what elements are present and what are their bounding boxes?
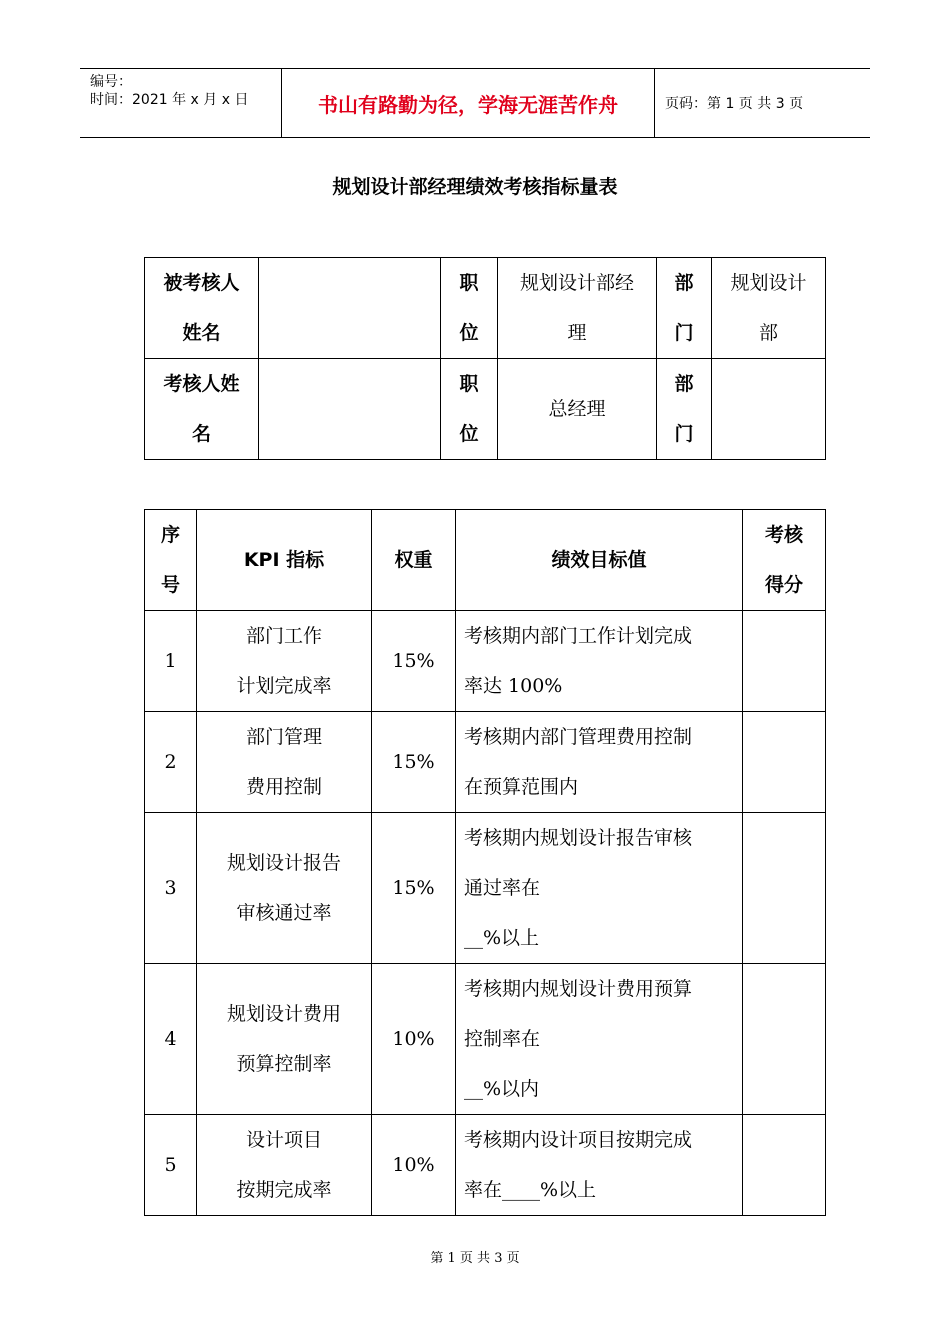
target-cell: 考核期内部门管理费用控制 在预算范围内 (456, 712, 743, 813)
kpi-cell: 规划设计费用 预算控制率 (197, 964, 372, 1115)
table-row (145, 964, 826, 1115)
document-header (80, 68, 870, 138)
label-cell: 被考核人 姓名 (145, 258, 259, 359)
weight-cell: 15% (372, 611, 456, 712)
kpi-cell: 规划设计报告 审核通过率 (197, 813, 372, 964)
seq-cell: 1 (145, 611, 197, 712)
seq-cell: 4 (145, 964, 197, 1115)
score-cell[interactable] (743, 1115, 826, 1216)
target-cell: 考核期内规划设计报告审核 通过率在 __%以上 (456, 813, 743, 964)
header-page-info: 页码：第 1 页 共 3 页 (665, 96, 804, 112)
table-row (145, 813, 826, 964)
header-target: 绩效目标值 (456, 510, 743, 611)
label-cell: 部 门 (657, 359, 712, 460)
label-cell: 职 位 (441, 258, 498, 359)
page-footer: 第 1 页 共 3 页 (430, 1251, 520, 1266)
info-table (144, 257, 826, 460)
header-weight: 权重 (372, 510, 456, 611)
code-label: 编号： (90, 74, 132, 90)
department-cell (712, 359, 826, 460)
header-slogan: 书山有路勤为径，学海无涯苦作舟 (318, 92, 618, 117)
department-cell: 规划设计 部 (712, 258, 826, 359)
label-cell: 部 门 (657, 258, 712, 359)
weight-cell: 15% (372, 712, 456, 813)
time-label: 时间：2021 年 x 月 x 日 (90, 92, 249, 108)
weight-cell: 10% (372, 964, 456, 1115)
score-cell[interactable] (743, 712, 826, 813)
name-cell (259, 258, 441, 359)
kpi-table (144, 509, 826, 1216)
table-header-row (145, 510, 826, 611)
name-cell (259, 359, 441, 460)
seq-cell: 3 (145, 813, 197, 964)
table-row (145, 611, 826, 712)
target-cell: 考核期内部门工作计划完成 率达 100% (456, 611, 743, 712)
kpi-cell: 部门管理 费用控制 (197, 712, 372, 813)
header-score: 考核 得分 (743, 510, 826, 611)
position-cell: 规划设计部经 理 (498, 258, 657, 359)
seq-cell: 5 (145, 1115, 197, 1216)
table-row (145, 359, 826, 460)
position-cell: 总经理 (498, 359, 657, 460)
table-row (145, 712, 826, 813)
header-seq: 序 号 (145, 510, 197, 611)
weight-cell: 10% (372, 1115, 456, 1216)
target-cell: 考核期内设计项目按期完成 率在____%以上 (456, 1115, 743, 1216)
score-cell[interactable] (743, 964, 826, 1115)
target-cell: 考核期内规划设计费用预算 控制率在 __%以内 (456, 964, 743, 1115)
kpi-cell: 部门工作 计划完成率 (197, 611, 372, 712)
header-kpi: KPI 指标 (197, 510, 372, 611)
score-cell[interactable] (743, 813, 826, 964)
kpi-cell: 设计项目 按期完成率 (197, 1115, 372, 1216)
table-row (145, 258, 826, 359)
document-title: 规划设计部经理绩效考核指标量表 (332, 176, 618, 198)
table-row (145, 1115, 826, 1216)
label-cell: 考核人姓 名 (145, 359, 259, 460)
label-cell: 职 位 (441, 359, 498, 460)
seq-cell: 2 (145, 712, 197, 813)
score-cell[interactable] (743, 611, 826, 712)
header-meta (90, 73, 248, 109)
weight-cell: 15% (372, 813, 456, 964)
header-divider (654, 69, 655, 137)
